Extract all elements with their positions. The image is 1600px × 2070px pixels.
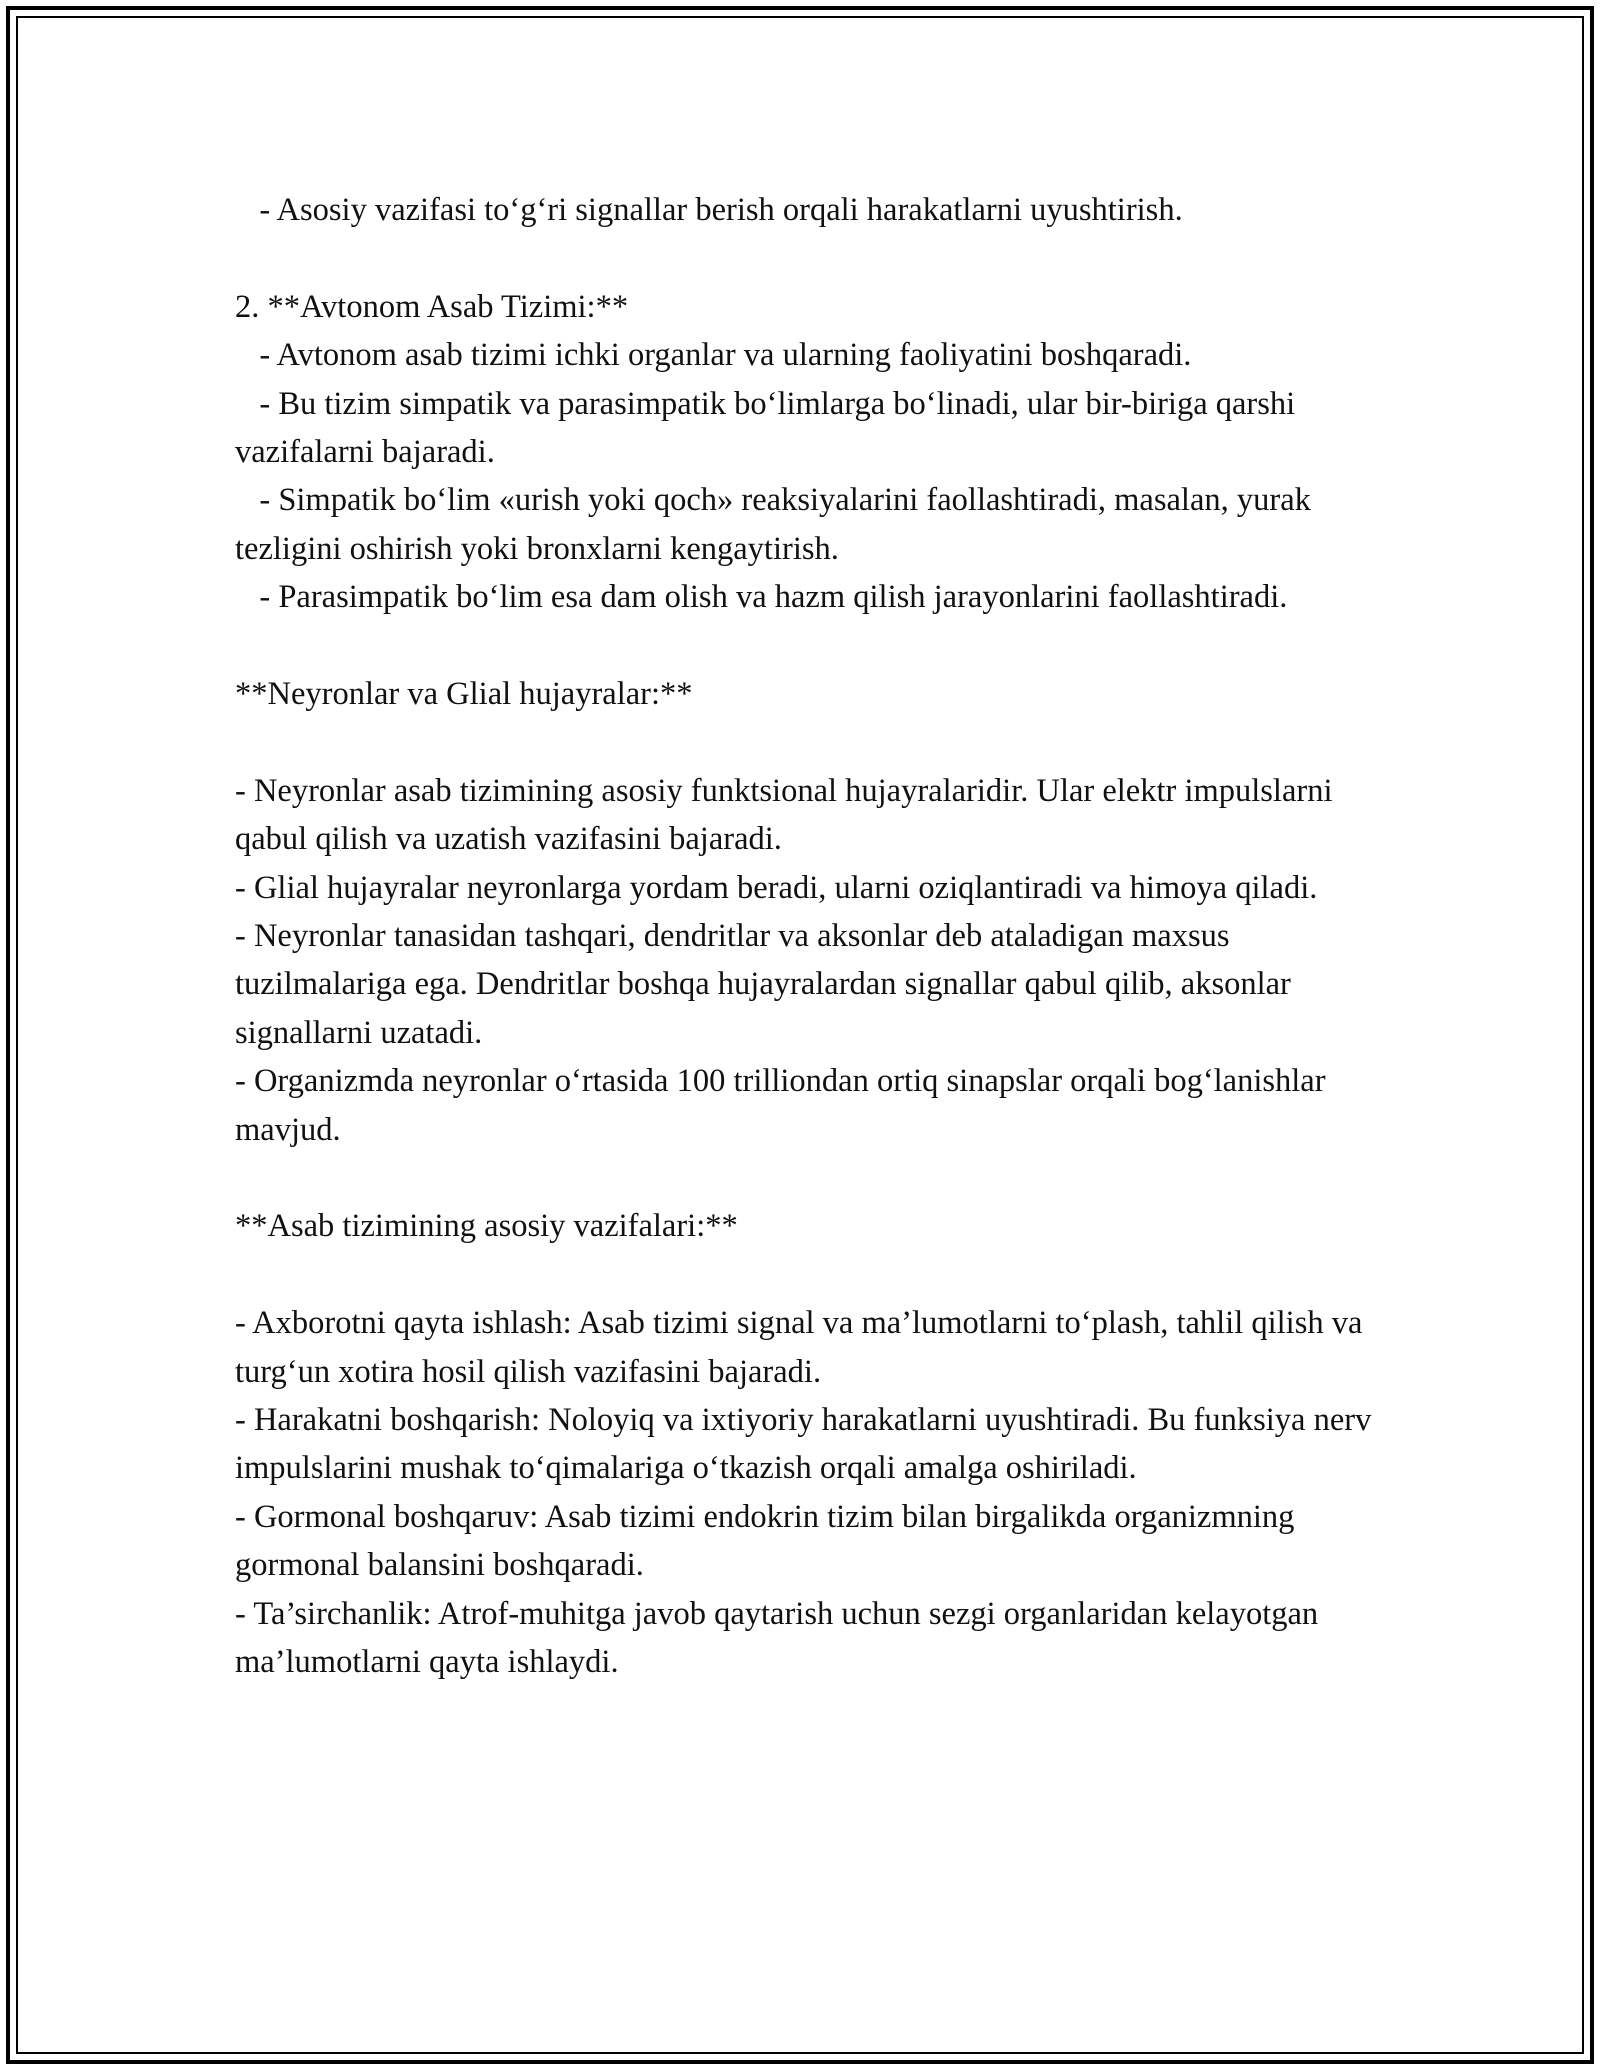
- blank-line: [235, 1154, 1375, 1202]
- paragraph: - Ta’sirchanlik: Atrof-muhitga javob qaytarish uchun sezgi organlaridan kelayotgan ma’lumotlarni qayta ishlaydi.: [235, 1595, 1327, 1681]
- paragraph: - Glial hujayralar neyronlarga yordam beradi, ularni oziqlantiradi va himoya qiladi.: [235, 869, 1318, 906]
- paragraph: - Neyronlar tanasidan tashqari, dendritlar va aksonlar deb ataladigan maxsus tuzilmalariga ega. Dendritlar boshqa hujayralardan signallar qabul qilib, aksonlar signallarni uzatadi.: [235, 918, 1300, 1051]
- section-heading: 2. **Avtonom Asab Tizimi:**: [235, 288, 629, 325]
- paragraph: - Organizmda neyronlar o‘rtasida 100 trilliondan ortiq sinapslar orqali bog‘lanishlar mavjud.: [235, 1063, 1334, 1148]
- blank-line: [235, 622, 1375, 670]
- blank-line: [235, 1251, 1375, 1299]
- section-heading: **Neyronlar va Glial hujayralar:**: [235, 676, 693, 713]
- paragraph: - Parasimpatik bo‘lim esa dam olish va hazm qilish jarayonlarini faollashtiradi.: [235, 579, 1288, 616]
- paragraph: - Simpatik bo‘lim «urish yoki qoch» reaksiyalarini faollashtiradi, masalan, yurak tezligini oshirish yoki bronxlarni kengaytirish.: [235, 482, 1319, 567]
- paragraph: - Gormonal boshqaruv: Asab tizimi endokrin tizim bilan birgalikda organizmning gormonal balansini boshqaradi.: [235, 1498, 1303, 1584]
- paragraph: - Neyronlar asab tizimining asosiy funktsional hujayralaridir. Ular elektr impulslarni qabul qilish va uzatish vazifasini bajaradi.: [235, 772, 1341, 858]
- paragraph: - Avtonom asab tizimi ichki organlar va ularning faoliyatini boshqaradi.: [235, 337, 1192, 374]
- document-body: [235, 186, 1380, 1687]
- paragraph: - Bu tizim simpatik va parasimpatik bo‘limlarga bo‘linadi, ular bir-biriga qarshi vazifalarni bajaradi.: [235, 385, 1304, 471]
- blank-line: [235, 234, 1375, 282]
- paragraph: - Harakatni boshqarish: Noloyiq va ixtiyoriy harakatlarni uyushtiradi. Bu funksiya nerv impulslarini mushak to‘qimalariga o‘tkazish orqali amalga oshiriladi.: [235, 1402, 1380, 1487]
- paragraph: - Axborotni qayta ishlash: Asab tizimi signal va ma’lumotlarni to‘plash, tahlil qilish va turg‘un xotira hosil qilish vazifasini bajaradi.: [235, 1305, 1371, 1390]
- paragraph: - Asosiy vazifasi to‘g‘ri signallar berish orqali harakatlarni uyushtirish.: [235, 192, 1183, 228]
- blank-line: [235, 718, 1375, 766]
- section-heading: **Asab tizimining asosiy vazifalari:**: [235, 1208, 738, 1245]
